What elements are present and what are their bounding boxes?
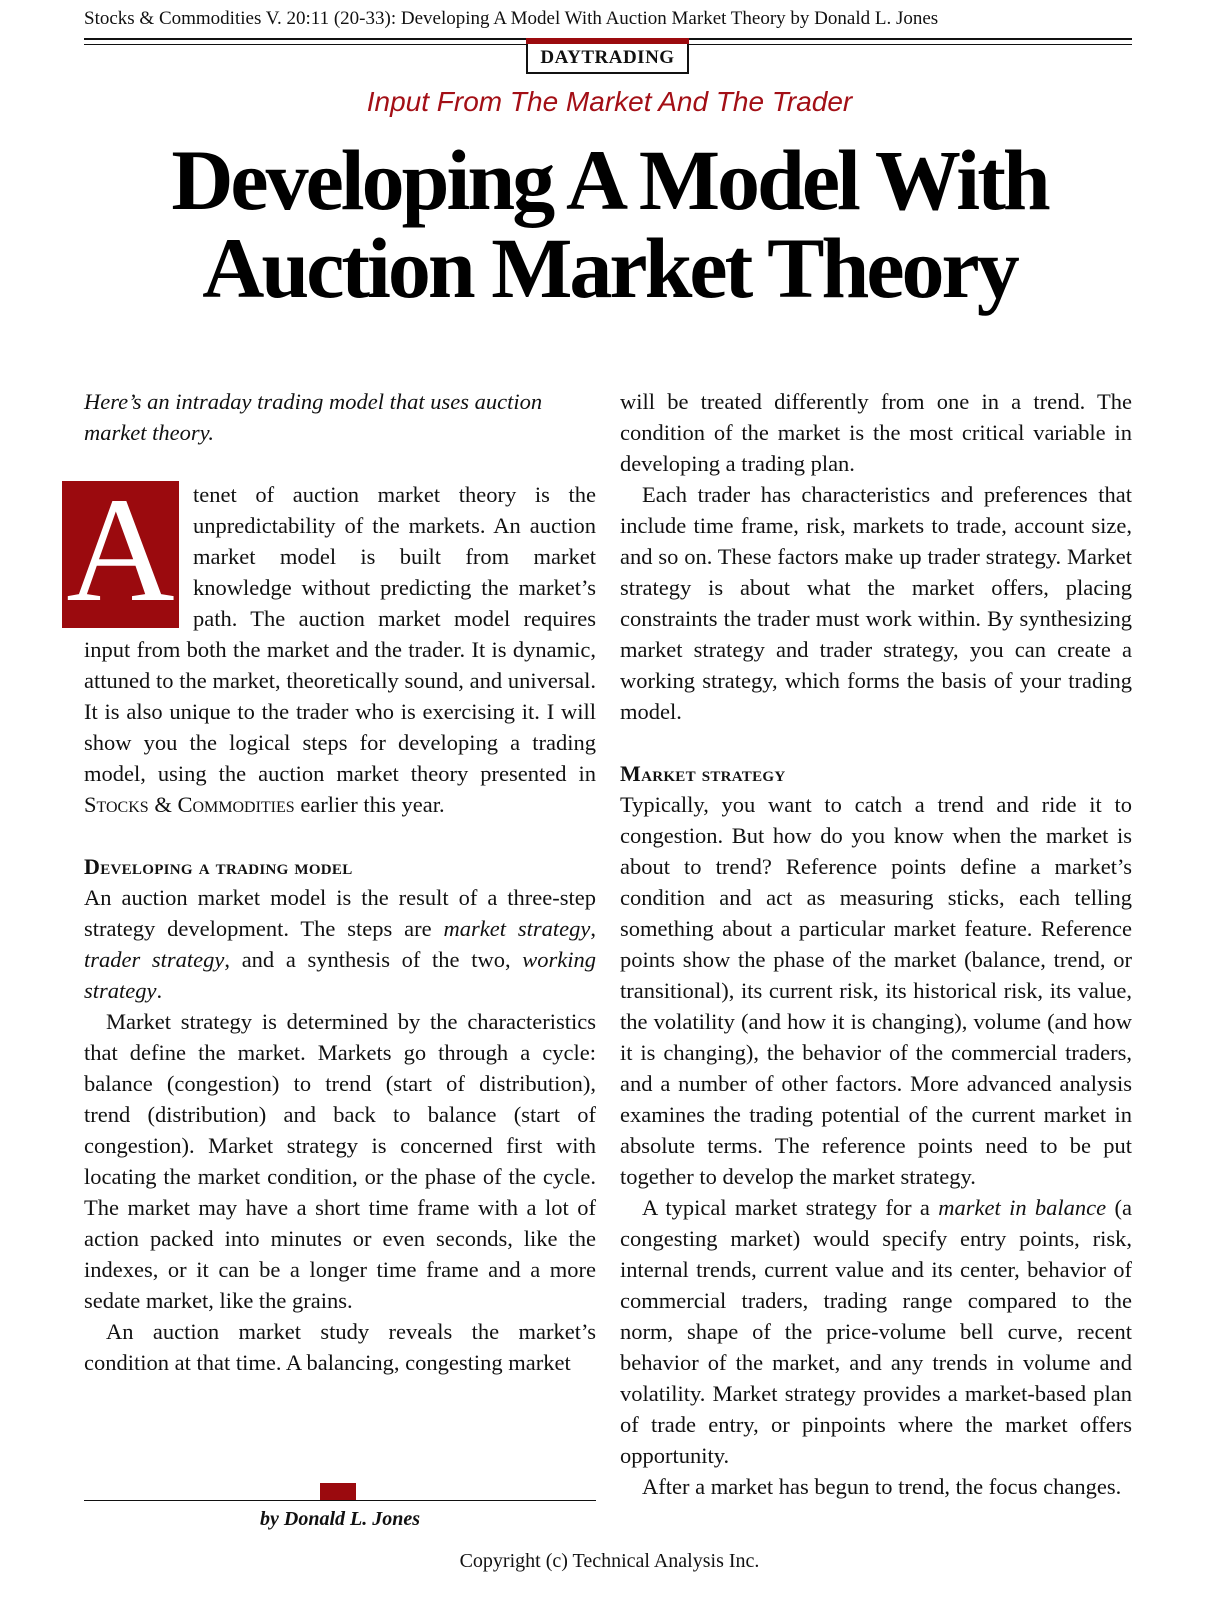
magazine-amp: & [148, 792, 178, 817]
drop-cap [62, 467, 179, 633]
emphasis: market strategy [443, 916, 591, 941]
paragraph-balance-strategy [620, 1192, 1132, 1471]
title-line-2: Auction Market Theory [202, 220, 1017, 316]
emphasis: working strategy [84, 947, 596, 1003]
paragraph-trader-strategy: Each trader has characteristics and preferences that include time frame, risk, markets to trade, account size, and so on. These factors make up trader strategy. Market strategy is about what the market offers, placing constraints the trader must work within. By synthesizing market strategy and trader strategy, you can create a working strategy, which forms the basis of your trading model. [620, 482, 1132, 724]
text-run: (a congesting market) would specify entry points, risk, internal trends, current value and its center, behavior of commercial traders, trading range compared to the norm, shape of the price-volume bell curve, recent behavior of the market, and any trends in volume and volatility. Market strategy provides a market-based plan of trade entry, or pinpoints where the market offers opportunity. [620, 1195, 1132, 1468]
title-line-1: Developing A Model With [171, 132, 1048, 228]
text-run: . [156, 978, 163, 1003]
paragraph-reference-points: Typically, you want to catch a trend and ride it to congestion. But how do you know when the market is about to trend? Reference points define a market’s condition and act as measuring sticks, each telling something about a particular market feature. Reference points show the phase of the market (balance, trend, or transitional), its current risk, its historical risk, its value, the volatility (and how it is changing), volume (and how it is changing), the behavior of the commercial traders, and a number of other factors. More advanced analysis examines the trading potential of the current market in absolute terms. The reference points need to be put together to develop the market strategy. [620, 792, 1132, 1189]
subhead-trading-model: Developing a trading model [84, 854, 353, 879]
byline-accent [320, 1483, 356, 1500]
text-run: A typical market strategy for a [642, 1195, 939, 1220]
emphasis: market in balance [938, 1195, 1107, 1220]
author-byline: by Donald L. Jones [260, 1508, 420, 1530]
paragraph-auction-study: An auction market study reveals the market’s condition at that time. A balancing, congesting market [84, 1319, 596, 1375]
article-kicker: Input From The Market And The Trader [366, 86, 853, 117]
text-run: An auction market model is the result of a three-step strategy development. The steps are [84, 885, 596, 941]
article-title [0, 132, 1219, 316]
left-column [66, 386, 597, 1378]
magazine-name-a: Stocks [84, 792, 149, 817]
byline-rule [84, 1500, 596, 1501]
article-deck: Here’s an intraday trading model that uses auction market theory. [84, 389, 543, 445]
intro-paragraph [66, 467, 596, 820]
running-head: Stocks & Commodities V. 20:11 (20-33): Developing A Model With Auction Market Theory by Donald L. Jones [84, 8, 939, 29]
emphasis: trader strategy [84, 947, 225, 972]
drop-cap-letter: A [66, 467, 175, 633]
intro-text: tenet of auction market theory is the unpredictability of the markets. An auction market model is built from market knowledge without predicting the market’s path. The auction market model requires input from both the market and the trader. It is dynamic, attuned to the market, theoretically sound, and universal. It is also unique to the trader who is exercising it. I will show you the logical steps for developing a trading model, using the auction market theory presented in [84, 482, 596, 786]
copyright-notice: Copyright (c) Technical Analysis Inc. [459, 1550, 760, 1572]
section-label: DAYTRADING [526, 44, 689, 74]
text-run: , [590, 916, 597, 941]
paragraph-continued: will be treated differently from one in a trend. The condition of the market is the most critical variable in developing a trading plan. [620, 389, 1132, 476]
subhead-market-strategy: Market strategy [620, 761, 786, 786]
text-run: , and a synthesis of the two, [224, 947, 523, 972]
paragraph-market-cycle: Market strategy is determined by the characteristics that define the market. Markets go through a cycle: balance (congestion) to trend (start of distribution), trend (distribution) and back to balance (start of congestion). Market strategy is concerned first with locating the market condition, or the phase of the cycle. The market may have a short time frame with a lot of action packed into minutes or even seconds, like the indexes, or it can be a longer time frame and a more sedate market, like the grains. [84, 1009, 596, 1313]
paragraph-trend-focus: After a market has begun to trend, the focus changes. [642, 1474, 1122, 1499]
paragraph-steps [84, 882, 596, 1006]
intro-end: earlier this year. [294, 792, 445, 817]
magazine-name-b: Commodities [177, 792, 295, 817]
right-column [620, 386, 1132, 1502]
